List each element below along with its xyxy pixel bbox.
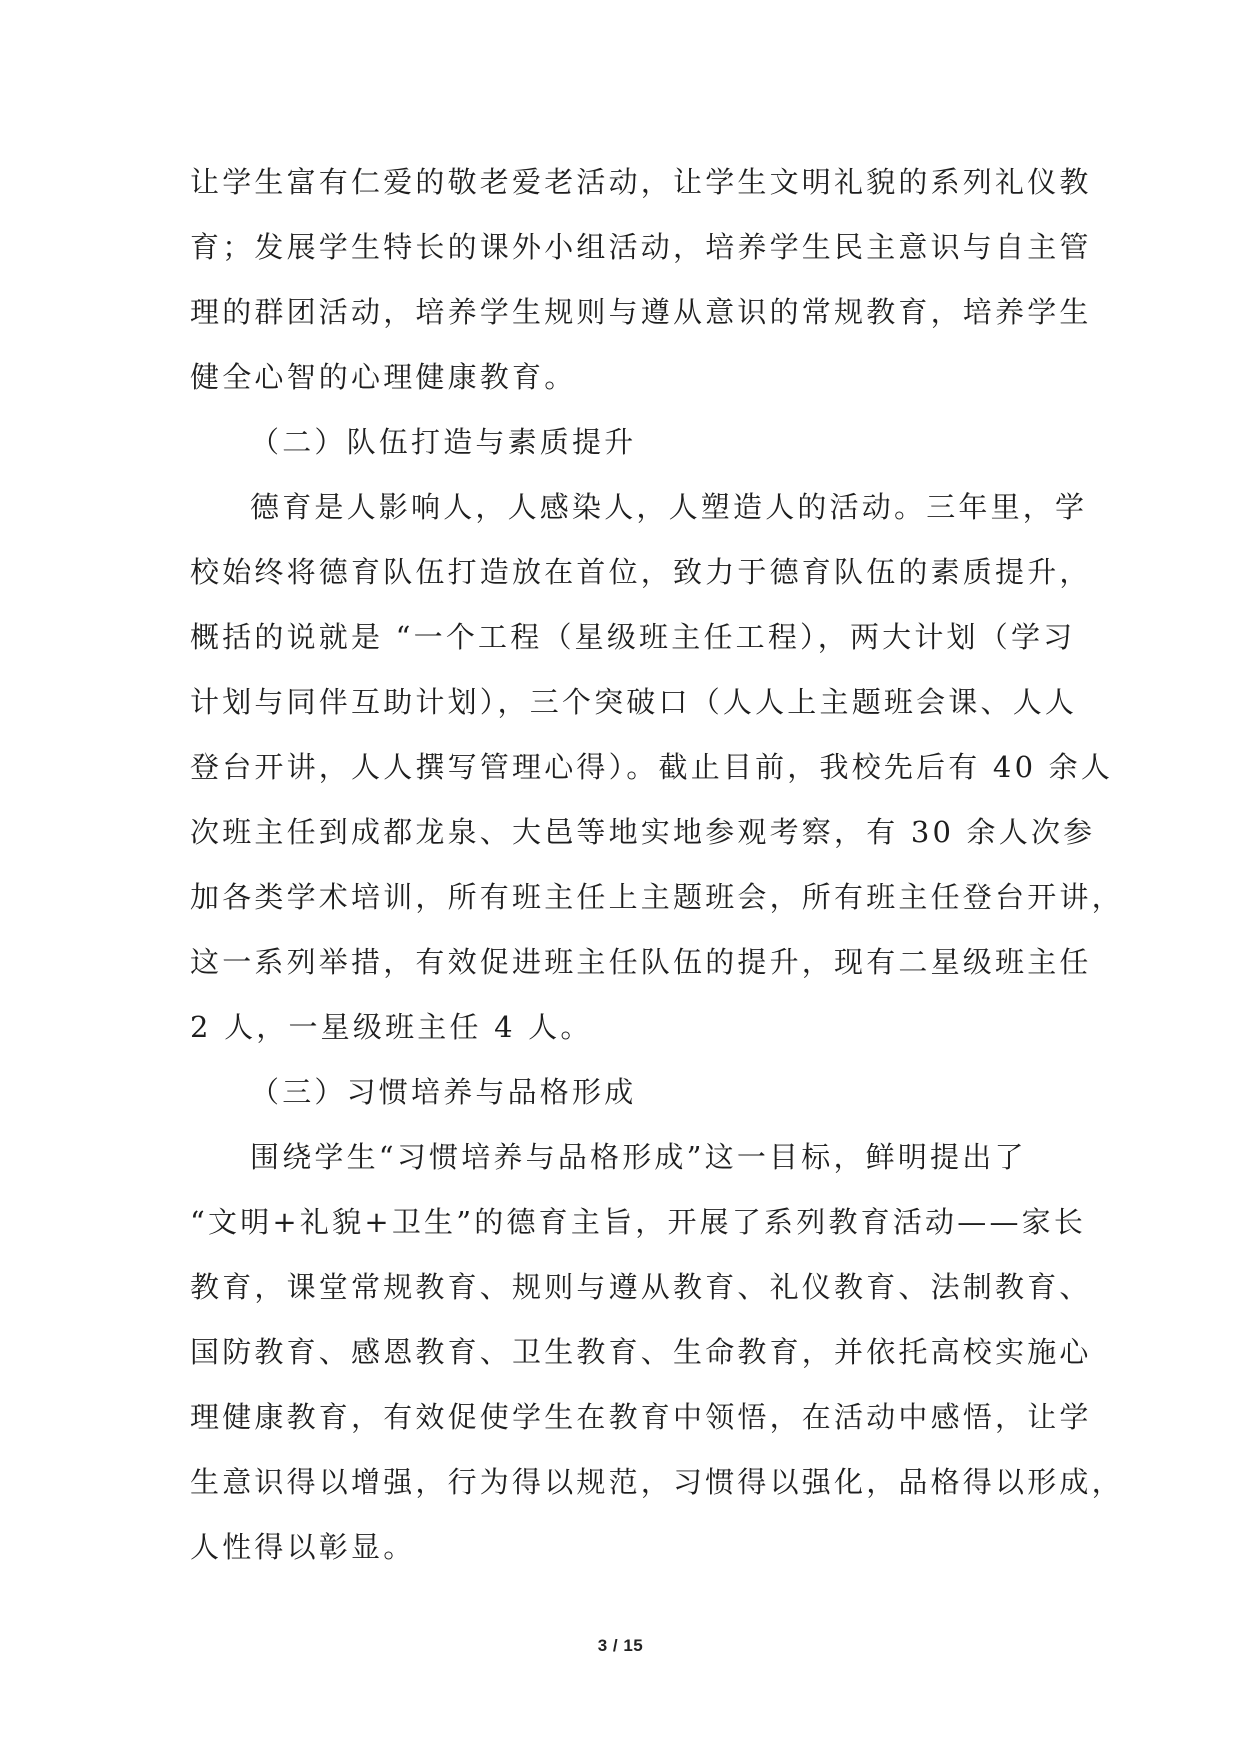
page-number: 3 / 15 xyxy=(597,1636,644,1655)
paragraph-start: 德育是人影响人，人感染人，人塑造人的活动。三年里，学 xyxy=(250,490,1088,524)
text-line: 教育，课堂常规教育、规则与遵从教育、礼仪教育、法制教育、 xyxy=(190,1270,1092,1304)
text-line: 加各类学术培训，所有班主任上主题班会，所有班主任登台开讲， xyxy=(190,880,1124,914)
text-line: 2 人，一星级班主任 4 人。 xyxy=(190,1010,593,1044)
text-line: 登台开讲，人人撰写管理心得）。截止目前，我校先后有 40 余人 xyxy=(190,750,1114,784)
section-heading-2: （二）队伍打造与素质提升 xyxy=(250,425,637,459)
section-heading-3: （三）习惯培养与品格形成 xyxy=(250,1075,637,1109)
text-line: 次班主任到成都龙泉、大邑等地实地参观考察，有 30 余人次参 xyxy=(190,815,1096,849)
text-line: 理健康教育，有效促使学生在教育中领悟，在活动中感悟，让学 xyxy=(190,1400,1092,1434)
document-body xyxy=(190,150,1124,1580)
paragraph-start: 围绕学生“习惯培养与品格形成”这一目标，鲜明提出了 xyxy=(250,1140,1027,1174)
text-line: 让学生富有仁爱的敬老爱老活动，让学生文明礼貌的系列礼仪教 xyxy=(190,165,1092,199)
text-line: 国防教育、感恩教育、卫生教育、生命教育，并依托高校实施心 xyxy=(190,1335,1092,1369)
text-line: 理的群团活动，培养学生规则与遵从意识的常规教育，培养学生 xyxy=(190,295,1092,329)
text-line: 计划与同伴互助计划），三个突破口（人人上主题班会课、人人 xyxy=(190,685,1078,719)
text-line: 概括的说就是 “一个工程（星级班主任工程），两大计划（学习 xyxy=(190,620,1076,654)
text-line: 校始终将德育队伍打造放在首位，致力于德育队伍的素质提升， xyxy=(190,555,1092,589)
text-line: 人性得以彰显。 xyxy=(190,1530,416,1564)
text-line: 这一系列举措，有效促进班主任队伍的提升，现有二星级班主任 xyxy=(190,945,1092,979)
text-line: 生意识得以增强，行为得以规范，习惯得以强化，品格得以形成， xyxy=(190,1465,1124,1499)
text-line: “文明+礼貌+卫生”的德育主旨，开展了系列教育活动——家长 xyxy=(190,1205,1087,1239)
text-line: 育；发展学生特长的课外小组活动，培养学生民主意识与自主管 xyxy=(190,230,1092,264)
text-line: 健全心智的心理健康教育。 xyxy=(190,360,577,394)
